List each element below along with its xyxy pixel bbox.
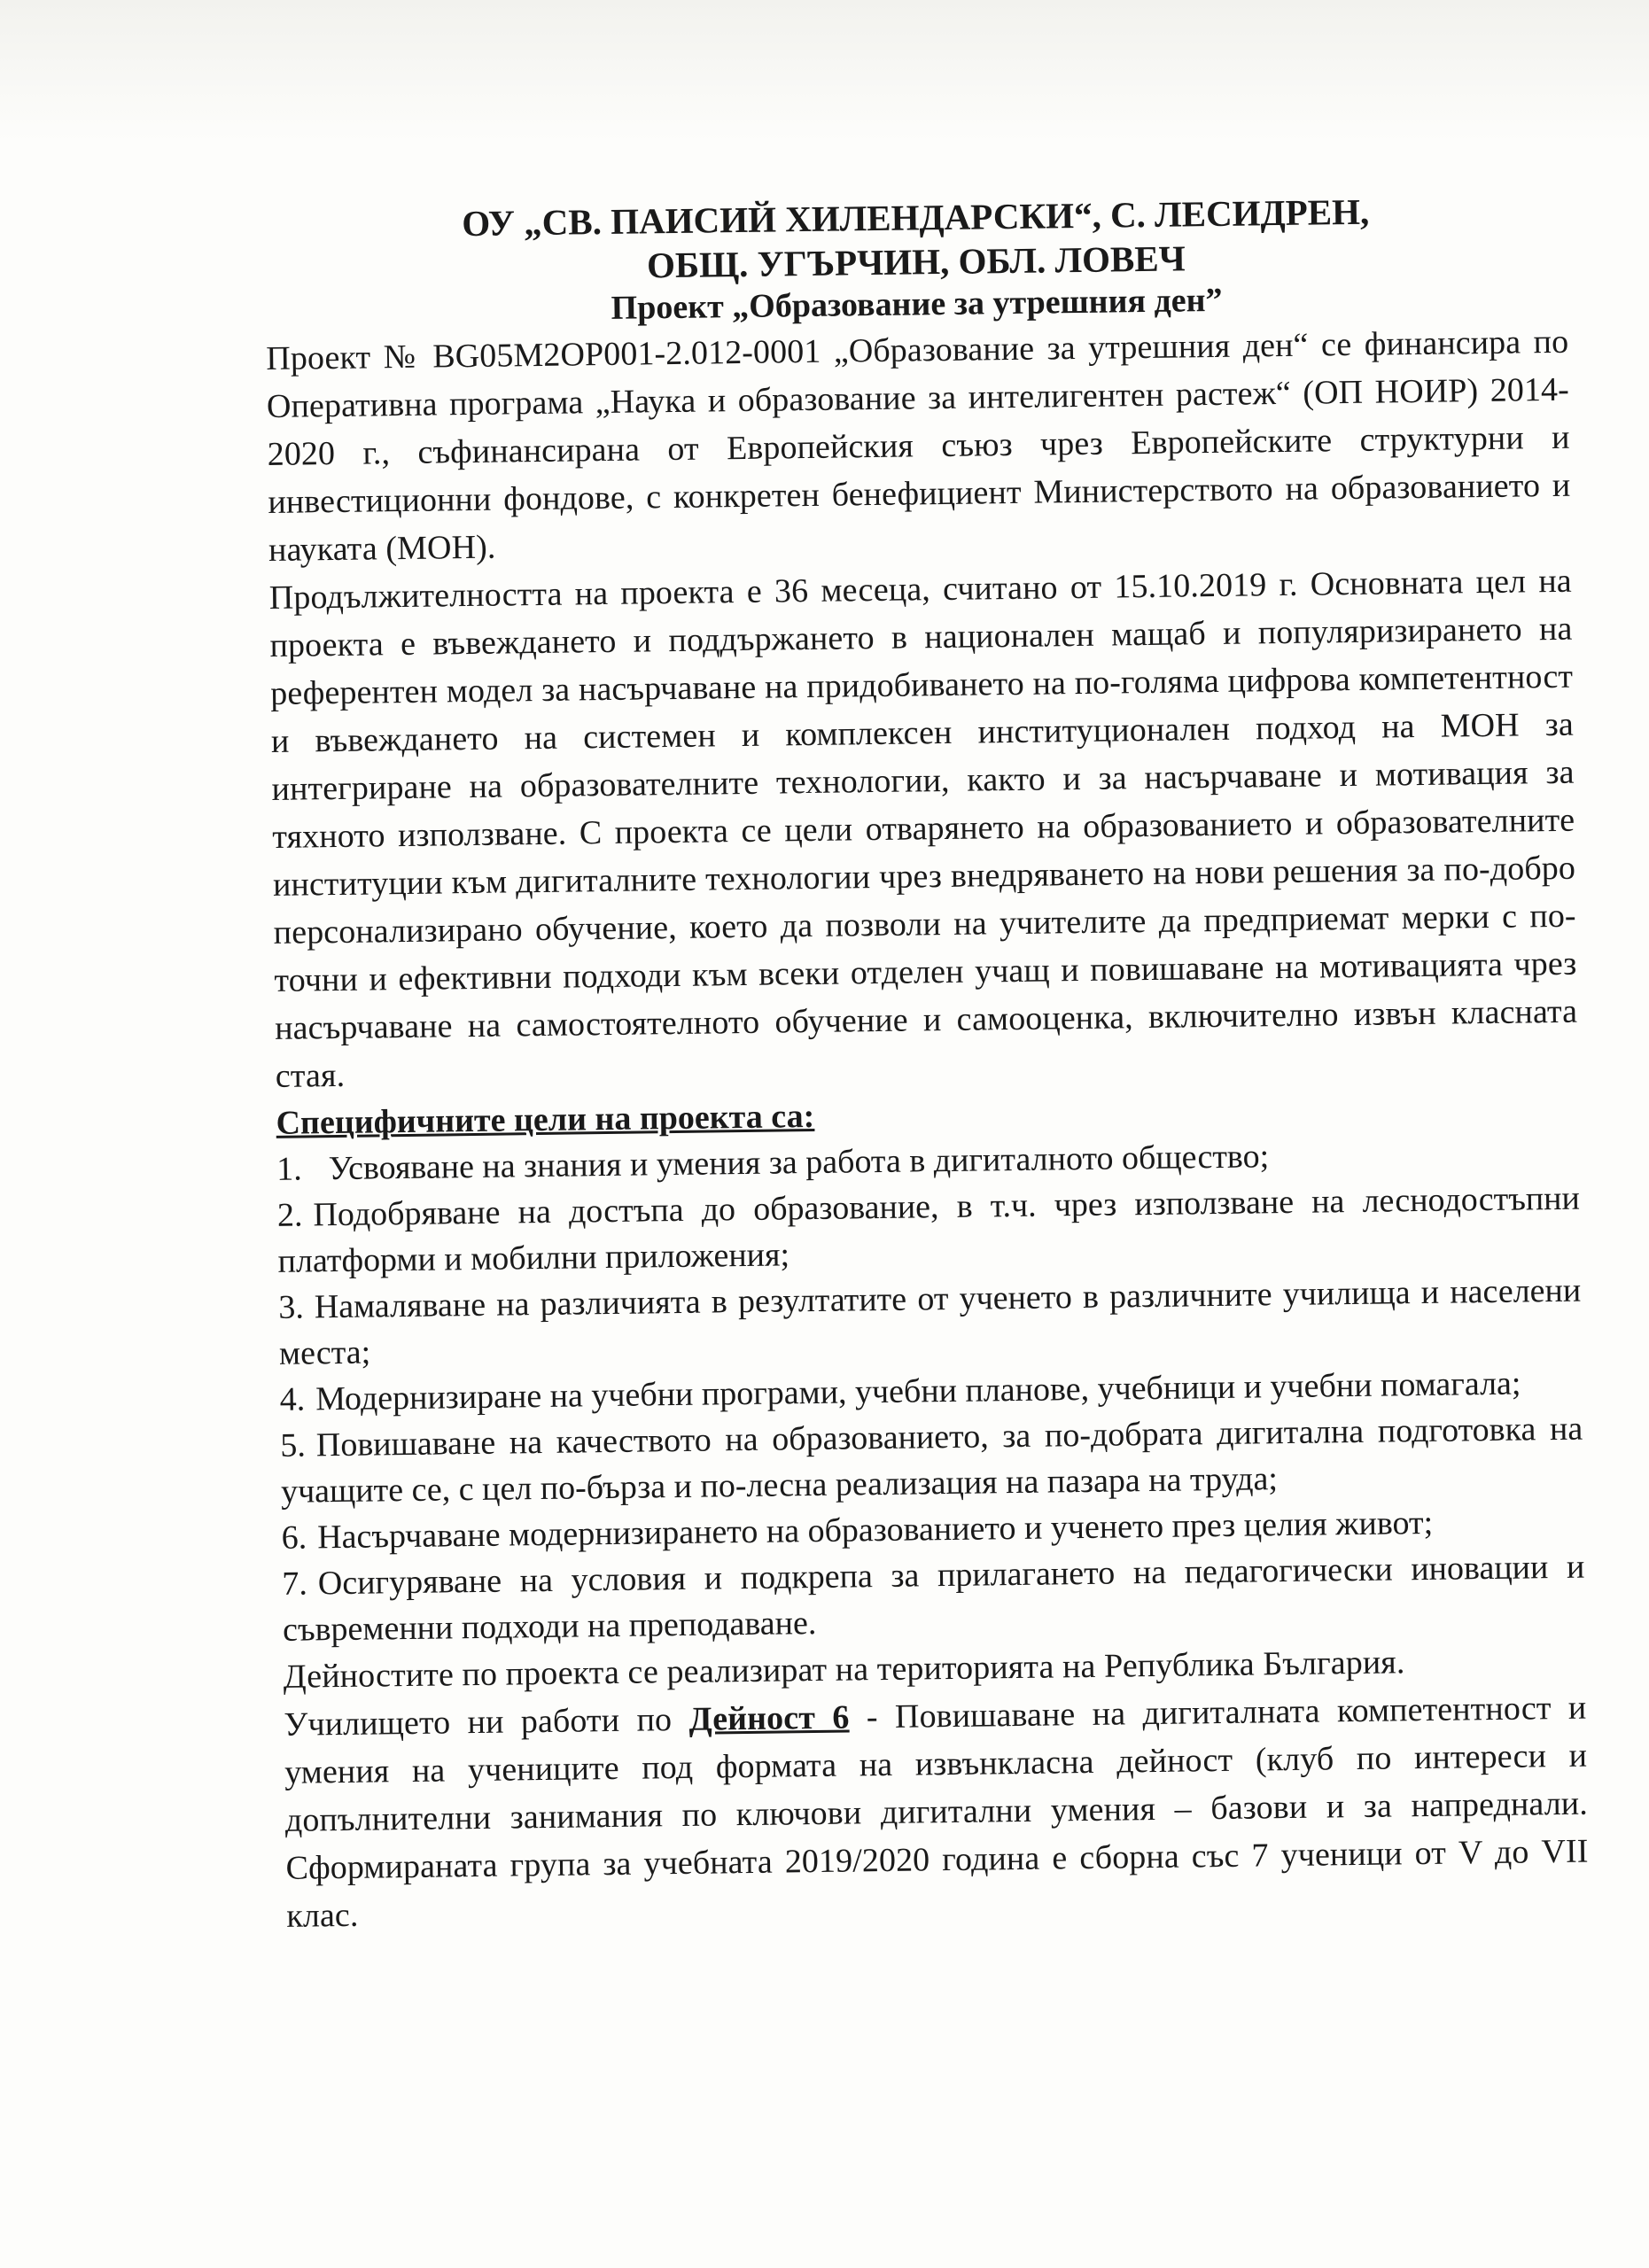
list-item (278, 1268, 1582, 1377)
school-location-line: ОБЩ. УГЪРЧИН, ОБЛ. ЛОВЕЧ (646, 237, 1186, 286)
list-item (280, 1406, 1583, 1515)
list-item-number: 7. (282, 1565, 308, 1603)
territory-paragraph: Дейностите по проекта се реализират на територията на Република България. (283, 1643, 1405, 1696)
school-name-line: ОУ „СВ. ПАИСИЙ ХИЛЕНДАРСКИ“, С. ЛЕСИДРЕН, (461, 190, 1370, 245)
school-activity-paragraph (284, 1684, 1589, 1940)
list-item-text: Намаляване на различията в резултатите от ученето в различните училища и населени места; (278, 1271, 1582, 1372)
list-item-number: 4. (279, 1380, 306, 1418)
list-item-text: Повишаване на качеството на образованието, за по-добрата дигитална подготовка на учащите се, с цел по-бърза и по-лесна реализация на пазара на труда; (280, 1410, 1583, 1511)
list-item-number: 6. (281, 1518, 307, 1557)
objectives-list (276, 1130, 1585, 1653)
list-item-text: Усвояване на знания и умения за работа в дигиталното общество; (328, 1138, 1270, 1188)
objectives-title: Специфичните цели на проекта са: (276, 1097, 815, 1142)
scan-shadow (0, 0, 1649, 142)
activity-name: Дейност 6 (688, 1698, 850, 1738)
list-item (277, 1176, 1581, 1285)
activity-prefix: Училището ни работи по (284, 1700, 689, 1744)
school-header (264, 187, 1567, 292)
list-item (282, 1544, 1585, 1653)
list-item-number: 1. (276, 1150, 303, 1188)
list-item-text: Подобряване на достъпа до образование, в т.ч. чрез използване на леснодостъпни платформи и мобилни приложения; (277, 1179, 1581, 1280)
list-item-text: Модернизиране на учебни програми, учебни планове, учебници и учебни помагала; (315, 1364, 1521, 1418)
duration-paragraph: Продължителността на проекта е 36 месеца, считано от 15.10.2019 г. Основната цел на проекта е въвеждането и поддържането в национален мащаб и популяризирането на референтен модел за насърчаване на придобиването на по-голяма цифрова компетентност и въвеждането на системен и комплексен институционален подход на МОН за интегриране на образователните технологии, както и за насърчаване и мотивация за тяхното използване. С проекта се цели отварянето на образованието и образователните институции към дигиталните технологии чрез внедряването на нови решения за по-добро персонализирано обучение, което да позволи на учителите да предприемат мерки с по-точни и ефективни подходи към всеки отделен учащ и повишаване на мотивацията чрез насърчаване на самостоятелното обучение и самооценка, включително извън класната стая. (268, 562, 1578, 1095)
list-item-text: Осигуряване на условия и подкрепа за прилагането на педагогически иновации и съвременни подходи на преподаване. (282, 1548, 1585, 1649)
activity-description: - Повишаване на дигиталната компетентност и умения на учениците под формата на извънкласна дейност (клуб по интереси и допълнителни занимания по ключови дигитални умения – базови и за напреднали. Сформираната група за учебната 2019/2020 година е сборна със 7 ученици от V до VII клас. (284, 1689, 1589, 1935)
list-item-number: 5. (280, 1426, 307, 1464)
list-item-number: 2. (276, 1196, 303, 1234)
document-body (264, 187, 1590, 1940)
list-item-number: 3. (278, 1288, 305, 1326)
list-item-text: Насърчаване модернизирането на образованието и ученето през целия живот; (316, 1503, 1434, 1557)
project-title: Проект „Образование за утрешния ден” (611, 281, 1223, 327)
intro-paragraph: Проект № BG05M2OP001-2.012-0001 „Образование за утрешния ден“ се финансира по Оперативна програма „Наука и образование за интелигентен растеж“ (ОП НОИР) 2014-2020 г., съфинансирана от Европейския съюз чрез Европейските структурни и инвестиционни фондове, с конкретен бенефициент Министерството на образованието и науката (МОН). (266, 322, 1571, 569)
